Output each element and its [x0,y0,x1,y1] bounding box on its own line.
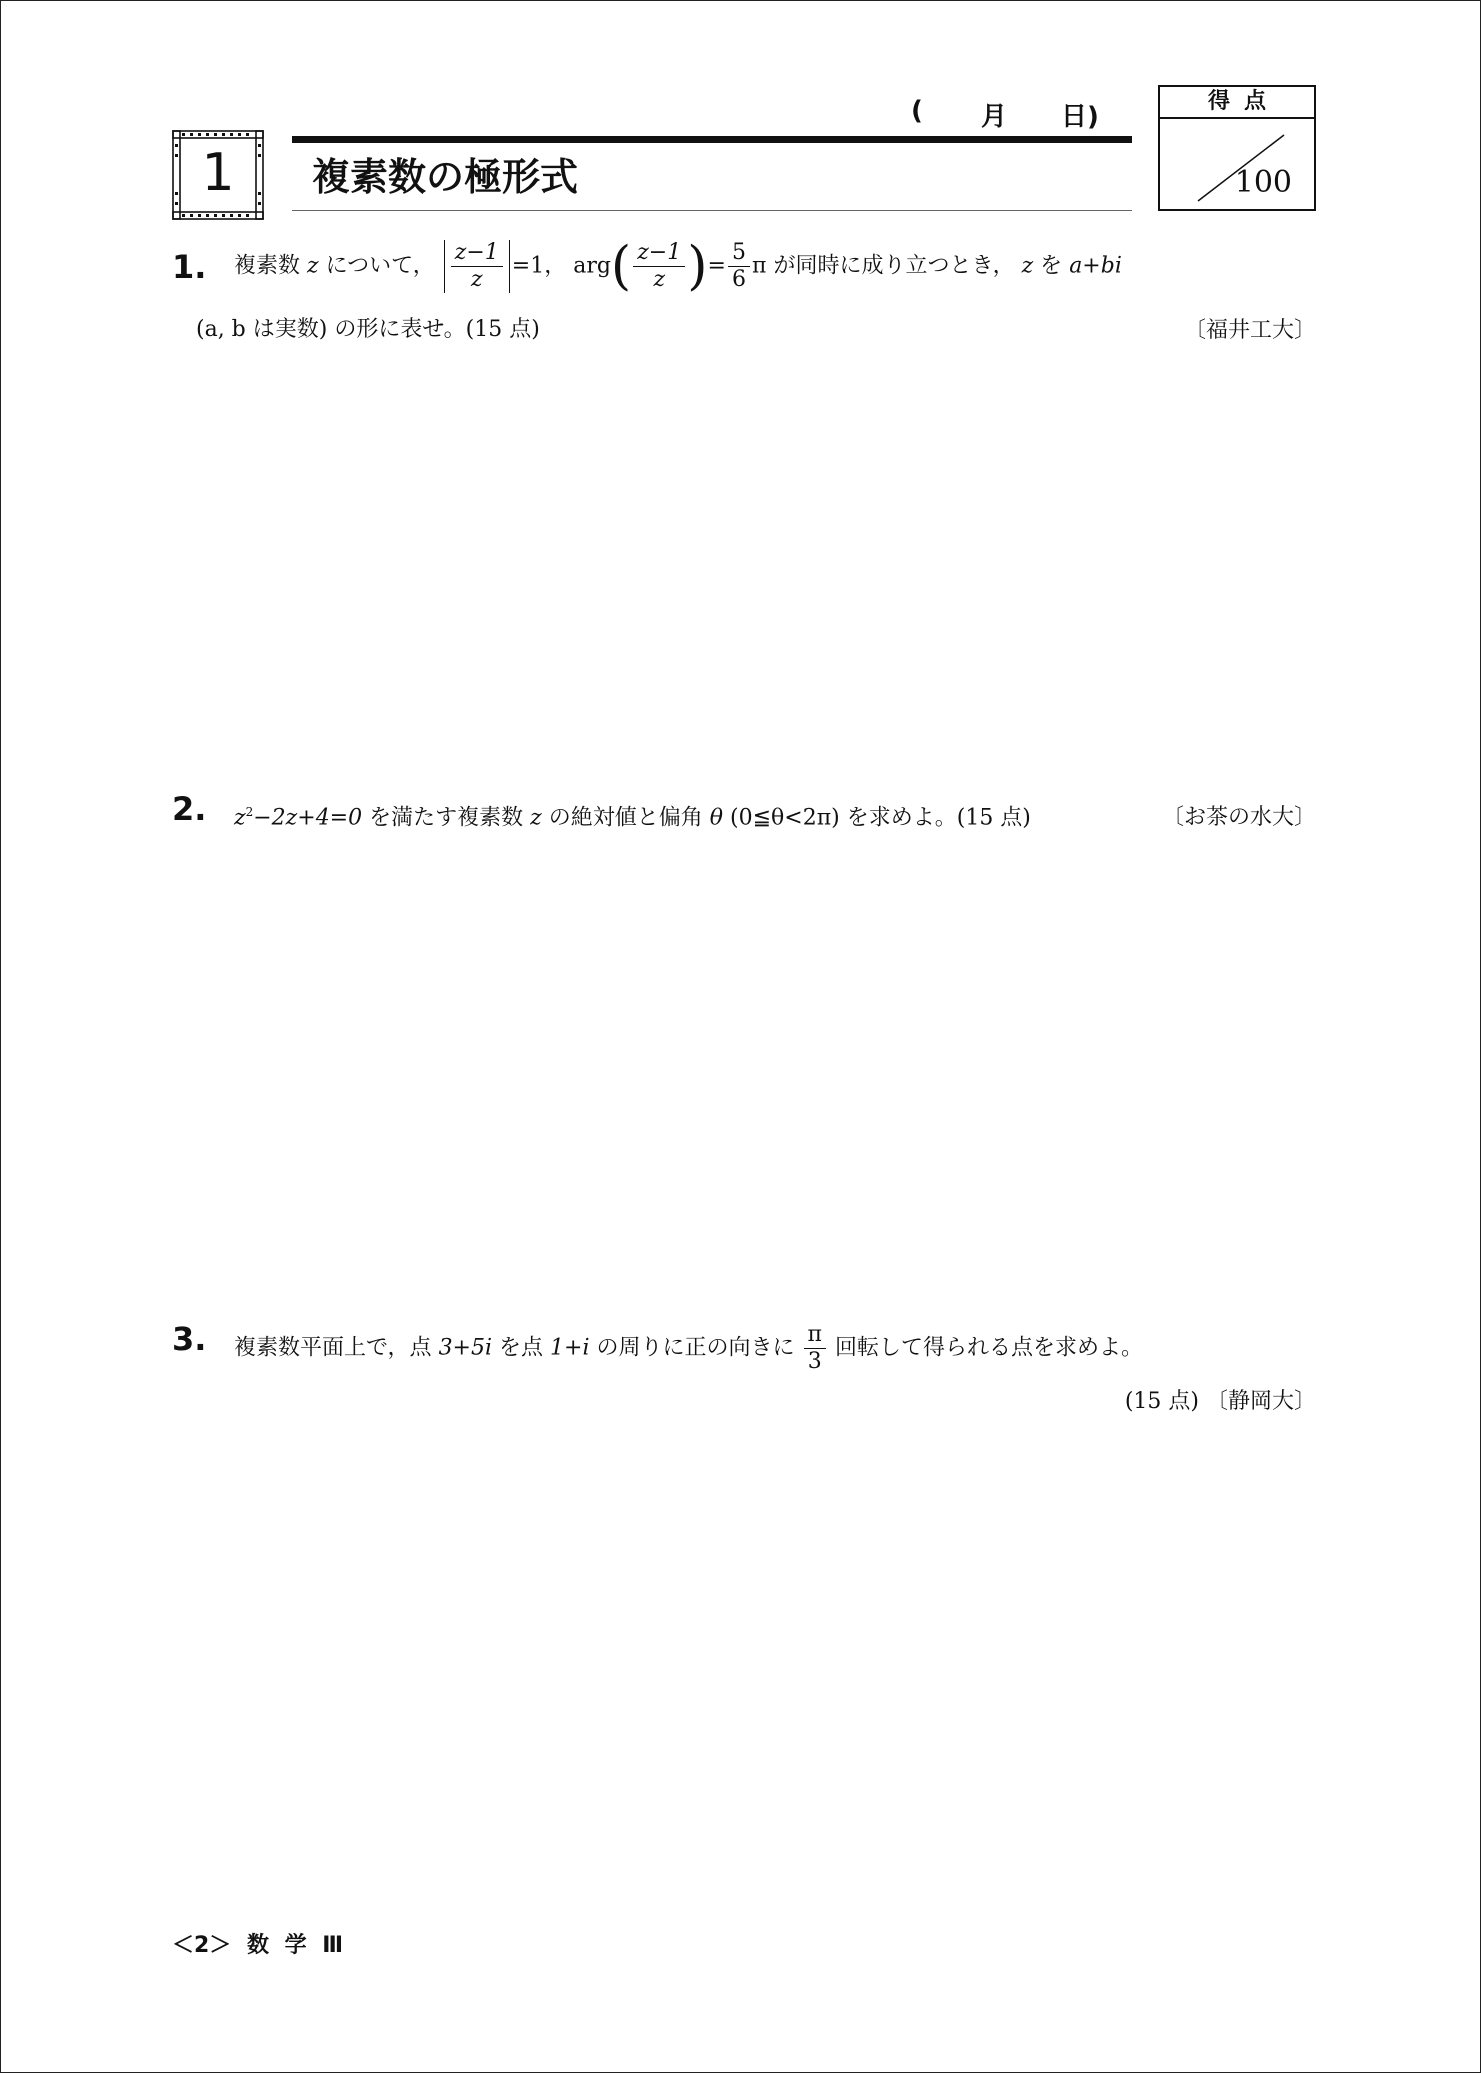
q1-fraction [451,240,503,293]
q3-frac-den: 3 [807,1349,822,1374]
q1-lead: 複素数 [234,253,301,279]
q2-text [234,792,1031,838]
q2-eq-rest: −2z+4=0 [253,805,363,831]
q1-var-z: z [307,253,319,279]
q2-range: (0≦θ<2π) [730,805,840,831]
unit-title: 複素数の極形式 [312,155,579,199]
score-box [1158,85,1316,211]
q2-text2: の絶対値と偏角 [548,805,703,831]
q1-arg-frac-den: z [653,267,666,292]
q3-number: 3. [172,1320,207,1358]
q3-text1: 複素数平面上で，点 [234,1335,432,1361]
q2-text1: を満たす複素数 [369,805,524,831]
q1-var-z2: z [1021,253,1034,279]
footer-page-number: ＜2＞ [172,1933,232,1958]
q3-points-source [1125,1384,1316,1415]
q1-frac-den: z [470,267,483,292]
q2-eq-sup: 2 [245,805,254,819]
q3-points: (15 点) [1124,1389,1199,1414]
q1-text-line1 [234,236,1122,297]
score-max: 100 [1234,165,1292,200]
q1-tail: が同時に成り立つとき， [773,253,1015,279]
q1-wo: を [1040,253,1063,279]
date-day: 日) [1061,102,1099,132]
q3-text2: を点 [499,1335,544,1361]
q2-number: 2. [172,790,207,828]
q3-text3: の周りに正の向きに [596,1335,795,1361]
q1-arg: arg [573,253,611,279]
unit-number: 1 [201,143,235,203]
title-rule-thin [292,210,1132,211]
q1-coef-num: 5 [728,240,750,267]
q1-source: 〔福井工大〕 [1183,318,1316,343]
q3-point2: 1+i [550,1335,590,1361]
q1-arg-frac-num: z−1 [633,240,685,267]
q2-source: 〔お茶の水大〕 [1161,805,1316,830]
q1-coef-fraction [728,240,750,293]
q1-text-line2: (a, b は実数) の形に表せ。(15 点) [196,317,540,342]
q1-pi: π [751,253,767,279]
footer-subject: 数 学 Ⅲ [246,1933,344,1958]
date-month: 月 [981,102,1008,132]
page-footer [172,1928,343,1959]
q1-about: について， [325,253,435,279]
q3-source: 〔静岡大〕 [1205,1389,1316,1414]
q2-var-z: z [530,805,542,831]
q1-frac-num: z−1 [451,240,503,267]
date-open-paren: ( [911,96,923,126]
q1-paren-open: ( [610,236,632,297]
q2-text3: を求めよ。(15 点) [846,805,1031,831]
title-rule-thick [292,136,1132,143]
q1-abs-expression [444,240,510,293]
q1-eq1: =1， [511,253,567,279]
q1-paren-close: ) [687,236,708,297]
score-label: 得点 [1160,87,1314,119]
q3-frac-num: π [804,1322,826,1349]
q3-fraction [804,1322,826,1375]
unit-badge [172,130,264,220]
q1-eq2: = [707,253,726,279]
q1-arg-fraction [633,240,685,293]
q2-theta: θ [709,805,723,831]
q1-form: a+bi [1069,253,1122,279]
q1-coef-den: 6 [731,267,746,292]
q3-point1: 3+5i [438,1335,493,1361]
date-field [905,96,1105,132]
q2-eq-z: z [234,805,246,831]
q3-text4: 回転して得られる点を求めよ。 [835,1335,1144,1361]
q3-text [234,1322,1143,1375]
q1-number: 1. [172,248,207,286]
